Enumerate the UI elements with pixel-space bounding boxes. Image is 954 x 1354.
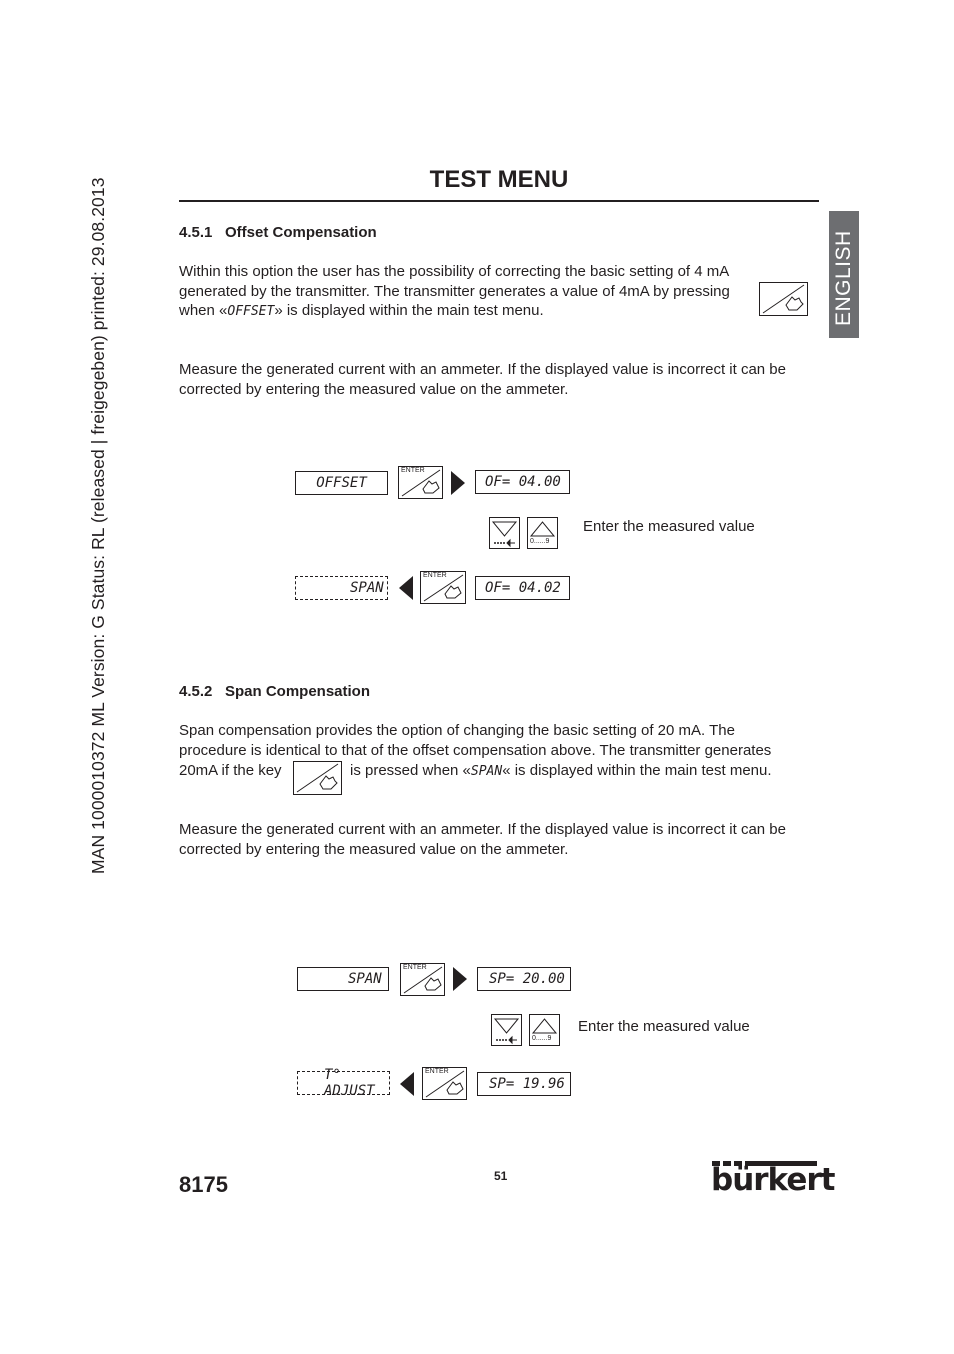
increment-key <box>527 517 558 549</box>
title-rule <box>179 200 819 202</box>
brand-wordmark: bürkert <box>711 1162 835 1198</box>
lcd-display-value: OF= 04.00 <box>475 470 570 494</box>
text-fragment: is pressed when « <box>350 762 471 779</box>
lcd-display-edited: OF= 04.02 <box>475 576 570 600</box>
section-title: Offset Compensation <box>225 224 377 241</box>
arrow-left-icon <box>400 1072 414 1096</box>
lcd-display-edited: SP= 19.96 <box>477 1072 571 1096</box>
section-heading-offset <box>179 224 377 241</box>
section-title: Span Compensation <box>225 683 371 700</box>
page-title: TEST MENU <box>429 166 569 193</box>
key-icon <box>293 761 342 795</box>
text-line: Span compensation provides the option of changing the basic setting of 20 mA. The <box>179 722 735 739</box>
hand-press-icon <box>294 762 341 794</box>
hand-press-icon <box>760 283 807 315</box>
arrow-left-icon <box>399 576 413 600</box>
range-label: 0......9 <box>530 538 550 545</box>
enter-key-label: ENTER <box>423 572 447 579</box>
text-line: procedure is identical to that of the offset compensation above. The transmitter generates <box>179 741 772 759</box>
enter-key <box>400 963 445 996</box>
section-number: 4.5.2 <box>179 683 213 700</box>
span-paragraph-1 <box>179 721 819 760</box>
text-line: Within this option the user has the possibility of correcting the basic setting of 4 mA <box>179 263 730 280</box>
document-meta-vertical: MAN 1000010372 ML Version: G Status: RL (released | freigegeben) printed: 29.08.2013 <box>88 177 108 874</box>
display-code: OFFSET <box>227 304 275 319</box>
text-line <box>350 761 820 782</box>
enter-key <box>398 466 443 499</box>
hand-press-icon <box>421 572 465 603</box>
instruction-note: Enter the measured value <box>583 518 755 535</box>
text-fragment: » is displayed within the main test menu. <box>274 302 544 319</box>
offset-paragraph-2 <box>179 360 819 399</box>
lcd-display-next: SPAN <box>295 576 388 600</box>
cursor-key <box>489 517 520 549</box>
arrow-right-icon <box>451 471 465 495</box>
lcd-display-next: T° ADJUST <box>297 1071 390 1095</box>
page-number: 51 <box>494 1169 508 1183</box>
increment-key <box>529 1014 560 1046</box>
key-icon <box>759 282 808 316</box>
triangle-down-cursor-icon <box>492 1015 521 1045</box>
hand-press-icon <box>399 467 442 498</box>
text-fragment: « is displayed within the main test menu. <box>502 762 772 779</box>
text-line: Measure the generated current with an ammeter. If the displayed value is incorrect it can be <box>179 821 786 838</box>
lcd-display-span: SPAN <box>297 967 389 991</box>
lcd-display-value: SP= 20.00 <box>477 967 571 991</box>
offset-paragraph-1 <box>179 262 819 322</box>
section-number: 4.5.1 <box>179 224 213 241</box>
text-line: 20mA if the key <box>179 762 282 779</box>
display-code: SPAN <box>470 764 503 779</box>
language-tab-label: ENGLISH <box>832 230 855 326</box>
hand-press-icon <box>423 1068 466 1099</box>
cursor-key <box>491 1014 522 1046</box>
text-fragment: when « <box>179 302 228 319</box>
hand-press-icon <box>401 964 444 995</box>
model-number: 8175 <box>179 1172 228 1197</box>
span-paragraph-2 <box>179 820 819 859</box>
section-heading-span <box>179 683 370 700</box>
enter-key-label: ENTER <box>401 467 425 474</box>
enter-key-label: ENTER <box>425 1068 449 1075</box>
range-label: 0......9 <box>532 1035 552 1042</box>
enter-key <box>420 571 466 604</box>
text-line <box>179 301 819 322</box>
language-tab <box>829 211 859 338</box>
text-line: Measure the generated current with an ammeter. If the displayed value is incorrect it can be <box>179 361 786 378</box>
arrow-right-icon <box>453 967 467 991</box>
lcd-display-offset: OFFSET <box>295 471 388 495</box>
triangle-down-cursor-icon <box>490 518 519 548</box>
text-line: generated by the transmitter. The transmitter generates a value of 4mA by pressing <box>179 282 730 300</box>
instruction-note: Enter the measured value <box>578 1018 750 1035</box>
burkert-logo <box>711 1161 835 1201</box>
text-line: corrected by entering the measured value on the ammeter. <box>179 380 569 398</box>
enter-key <box>422 1067 467 1100</box>
text-line: corrected by entering the measured value on the ammeter. <box>179 840 569 858</box>
enter-key-label: ENTER <box>403 964 427 971</box>
